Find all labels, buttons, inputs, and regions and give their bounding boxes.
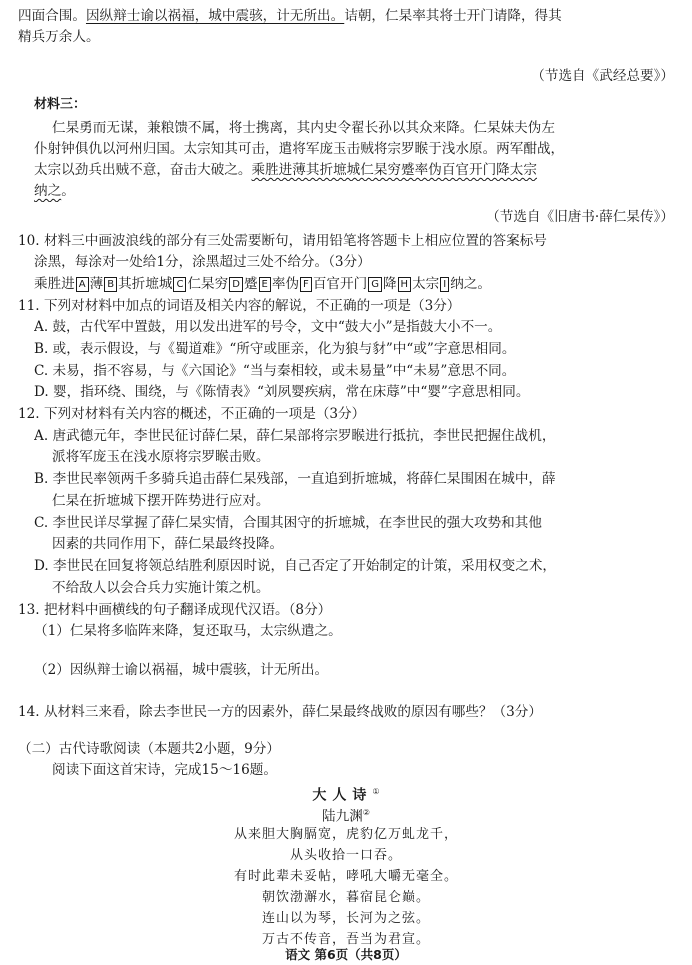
question-10-stem: 10. 材料三中画波浪线的部分有三处需要断句，请用铅笔将答题卡上相应位置的答案标号 <box>18 233 547 249</box>
seq-text: 百官开门 <box>312 276 368 292</box>
translate-sentence-1: （1）仁杲将多临阵来降，复还取马，太宗纵遣之。 <box>34 623 342 639</box>
answer-box-e[interactable]: E <box>259 277 271 292</box>
section-heading: （二）古代诗歌阅读（本题共2小题，9分） <box>18 741 280 757</box>
passage-line <box>18 6 674 27</box>
option-a: A. 鼓，古代军中置鼓，用以发出进军的号令，文中“鼓大小”是指鼓大小不一。 <box>34 319 502 335</box>
poem-author: 陆九渊 <box>322 808 363 825</box>
seq-text: 其折墌城 <box>118 276 173 292</box>
source-citation: （节选自《武经总要》） <box>531 68 674 84</box>
question-13-stem: 13. 把材料中画横线的句子翻译成现代汉语。（8分） <box>18 602 332 618</box>
option-b: B. 或，表示假设，与《蜀道难》“所守或匪亲，化为狼与豺”中“或”字意思相同。 <box>34 341 516 357</box>
wavy-underlined-text: 乘胜进薄其折墌城仁杲穷蹙率伪百官开门降太宗 <box>251 162 537 178</box>
seq-text: 降 <box>382 276 397 292</box>
seq-text: 薄 <box>89 276 104 292</box>
wavy-underlined-text: 纳之 <box>34 183 62 199</box>
poem-line: 朝饮渤澥水，暮宿昆仑巅。 <box>261 890 430 905</box>
option-c-cont: 因素的共同作用下，薛仁杲最终投降。 <box>52 536 284 552</box>
option-c: C. 李世民详尽掌握了薛仁杲实情，合围其困守的折墌城，在李世民的强大攻势和其他 <box>34 515 542 531</box>
passage-line <box>34 181 674 202</box>
option-d: D. 李世民在回复将领总结胜利原因时说，自己否定了开始制定的计策，采用权变之术， <box>34 558 557 574</box>
answer-box-i[interactable]: I <box>440 277 449 292</box>
footnote-marker: ② <box>362 808 370 817</box>
seq-text: 乘胜进 <box>34 276 75 292</box>
underlined-sentence: 因纵辩士谕以祸福，城中震骇，计无所出。 <box>85 8 345 24</box>
seq-text: 太宗 <box>412 276 440 292</box>
answer-box-d[interactable]: D <box>229 277 243 292</box>
answer-box-c[interactable]: C <box>173 277 186 292</box>
answer-box-g[interactable]: G <box>368 277 382 292</box>
option-a-cont: 派将军庞玉在浅水原将宗罗睺击败。 <box>52 449 270 465</box>
question-14-stem: 14. 从材料三来看，除去李世民一方的因素外，薛仁杲最终战败的原因有哪些？（3分） <box>18 704 542 720</box>
option-b-cont: 仁杲在折墌城下摆开阵势进行应对。 <box>52 493 270 509</box>
option-d-cont: 不给敌人以会合兵力实施计策之机。 <box>52 580 270 596</box>
seq-text: 蹙 <box>243 276 258 292</box>
question-12-stem: 12. 下列对材料有关内容的概述，不正确的一项是（3分） <box>18 406 366 422</box>
poem-line: 万古不传音，吾当为君宣。 <box>261 932 430 947</box>
seq-text: 率伪 <box>271 276 300 292</box>
punctuation-sequence <box>34 274 674 295</box>
poem-line: 从来胆大胸膈宽，虎豹亿万虬龙千， <box>233 827 458 842</box>
seq-text: 仁杲穷 <box>187 276 229 292</box>
option-c: C. 未易，指不容易，与《六国论》“当与秦相较，或未易量”中“未易”意思不同。 <box>34 363 516 379</box>
passage-text: 诘朝，仁杲率其将士开门请降，得其 <box>344 8 562 24</box>
question-10-stem: 涂黑，每涂对一处给1分，涂黑超过三处不给分。（3分） <box>34 254 371 270</box>
answer-box-f[interactable]: F <box>300 277 312 292</box>
answer-box-a[interactable]: A <box>76 277 89 292</box>
option-b: B. 李世民率领两千多骑兵追击薛仁杲残部，一直追到折墌城，将薛仁杲围困在城中，薛 <box>34 471 556 487</box>
passage-text: 。 <box>61 183 75 199</box>
footnote-marker: ① <box>372 787 380 796</box>
passage-line: 精兵万余人。 <box>18 29 100 45</box>
passage-line: 仁杲勇而无谋，兼粮馈不属，将士携离，其内史令翟长孙以其众来降。仁杲妹夫伪左 <box>52 120 555 136</box>
section-intro: 阅读下面这首宋诗，完成15～16题。 <box>52 762 277 778</box>
source-citation: （节选自《旧唐书·薛仁杲传》） <box>486 209 674 225</box>
seq-text: 纳之。 <box>450 276 491 292</box>
poem-line: 有时此辈未妥帖，哮吼大嚼无毫全。 <box>233 869 458 884</box>
translate-sentence-2: （2）因纵辩士谕以祸福，城中震骇，计无所出。 <box>34 662 329 678</box>
poem-line: 从头收拾一口吞。 <box>289 848 402 863</box>
passage-text: 四面合围。 <box>18 8 86 24</box>
passage-line: 仆射钟俱仇以河州归国。太宗知其可击，遣将军庞玉击贼将宗罗睺于浅水原。两军酣战， <box>34 141 565 157</box>
passage-line <box>34 160 674 181</box>
question-11-stem: 11. 下列对材料中加点的词语及相关内容的解说，不正确的一项是（3分） <box>18 298 461 314</box>
option-d: D. 婴，指环绕、围绕，与《陈情表》“刘夙婴疾病，常在床蓐”中“婴”字意思相同。 <box>34 384 530 400</box>
passage-text: 太宗以劲兵出贼不意，奋击大破之。 <box>34 162 252 178</box>
answer-box-b[interactable]: B <box>104 277 117 292</box>
page-footer: 语文 第6页（共8页） <box>285 947 407 962</box>
option-a: A. 唐武德元年，李世民征讨薛仁杲，薛仁杲部将宗罗睺进行抵抗，李世民把握住战机， <box>34 428 556 444</box>
answer-box-h[interactable]: H <box>398 277 412 292</box>
poem-title: 大人诗 <box>312 787 373 804</box>
poem-line: 连山以为琴，长河为之弦。 <box>261 911 430 926</box>
material-heading: 材料三： <box>34 97 87 112</box>
